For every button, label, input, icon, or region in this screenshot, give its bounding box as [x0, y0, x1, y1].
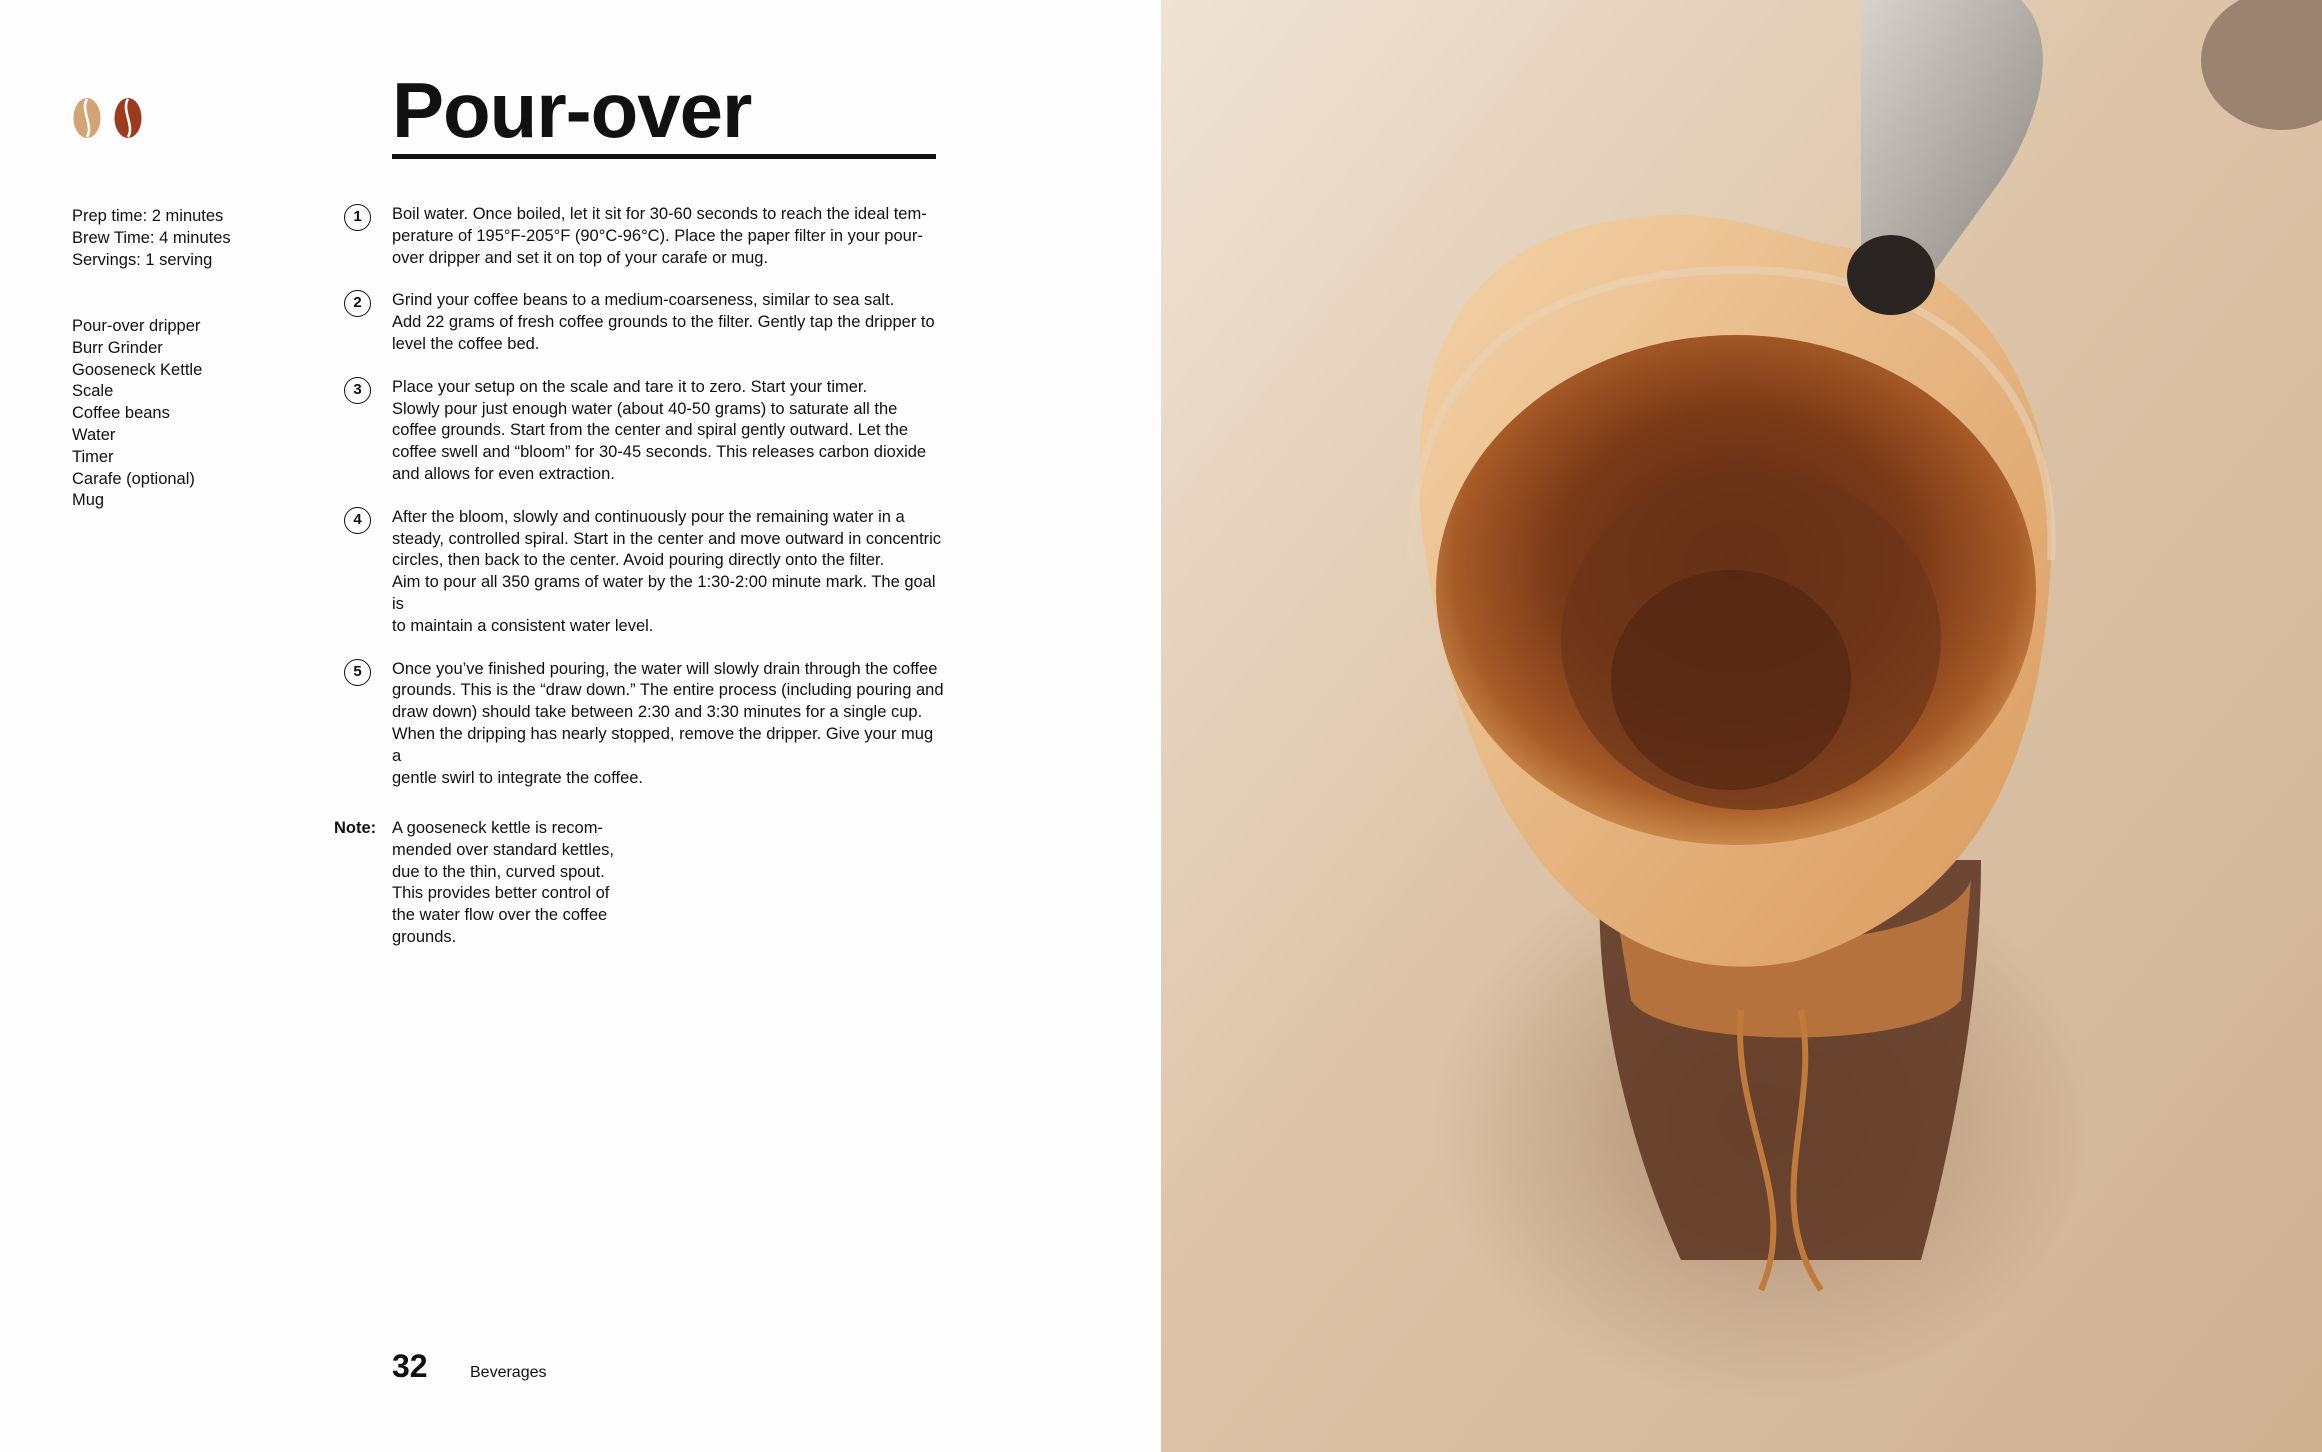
step-text: Once you’ve finished pouring, the water will slowly drain through the coffee grounds. This is the “draw down.” The entire process (including pouring and draw down) should take between 2:30 and 3:30 minutes for a single cup. When the dripping has nearly stopped, remove the dripper. Give your mug a gentle swirl to integrate the coffee.	[392, 659, 944, 787]
steps-list	[344, 204, 944, 810]
step-5	[344, 659, 944, 790]
equipment-list	[72, 316, 202, 512]
step-text: After the bloom, slowly and continuously pour the remaining water in a steady, controlled spiral. Start in the center and move outward in concentric circles, then back to the center. Avoid pouring directly onto the filter. Aim to pour all 350 grams of water by the 1:30-2:00 minute mark. The goal is to maintain a consistent water level.	[392, 507, 942, 635]
step-2	[344, 290, 944, 355]
note-label: Note:	[334, 819, 377, 837]
pour-over-illustration	[1161, 0, 2322, 1452]
section-name: Beverages	[470, 1364, 547, 1381]
page-title: Pour-over	[392, 66, 752, 154]
note-text: A gooseneck kettle is recom- mended over standard kettles, due to the thin, curved spout. This provides better control of the water flow over the coffee grounds.	[392, 819, 614, 946]
equipment-item: Timer	[72, 447, 114, 466]
step-text: Place your setup on the scale and tare it to zero. Start your timer. Slowly pour just enough water (about 40-50 grams) to saturate all the coffee grounds. Start from the center and spiral gently outward. Let the coffee swell and “bloom” for 30-45 seconds. This releases carbon dioxide and allows for even extraction.	[392, 377, 927, 483]
equipment-item: Mug	[72, 491, 105, 510]
prep-time: Prep time: 2 minutes	[72, 207, 224, 225]
step-number-badge: 1	[344, 204, 371, 231]
step-number-badge: 2	[344, 290, 371, 317]
equipment-item: Gooseneck Kettle	[72, 360, 203, 379]
step-number-badge: 4	[344, 507, 371, 534]
equipment-item: Burr Grinder	[72, 338, 163, 357]
servings: Servings: 1 serving	[72, 250, 213, 269]
equipment-item: Coffee beans	[72, 404, 170, 423]
step-number-badge: 3	[344, 377, 371, 404]
page-number: 32	[392, 1348, 428, 1384]
equipment-item: Carafe (optional)	[72, 469, 195, 488]
pour-over-photo	[1161, 0, 2322, 1452]
equipment-item: Water	[72, 425, 116, 444]
step-3	[344, 377, 944, 486]
brew-time: Brew Time: 4 minutes	[72, 228, 231, 247]
step-text: Grind your coffee beans to a medium-coarseness, similar to sea salt. Add 22 grams of fresh coffee grounds to the filter. Gently tap the dripper to level the coffee bed.	[392, 291, 935, 353]
step-number-badge: 5	[344, 659, 371, 686]
equipment-item: Scale	[72, 382, 114, 401]
recipe-meta	[72, 206, 231, 271]
step-1	[344, 204, 944, 269]
title-underline	[392, 154, 936, 159]
equipment-item: Pour-over dripper	[72, 317, 201, 335]
step-4	[344, 507, 944, 638]
step-text: Boil water. Once boiled, let it sit for 30-60 seconds to reach the ideal tem- perature of 195°F-205°F (90°C-96°C). Place the paper filter in your pour- over dripper and set it on top of your carafe or mug.	[392, 205, 927, 267]
coffee-beans-icon	[70, 96, 150, 140]
